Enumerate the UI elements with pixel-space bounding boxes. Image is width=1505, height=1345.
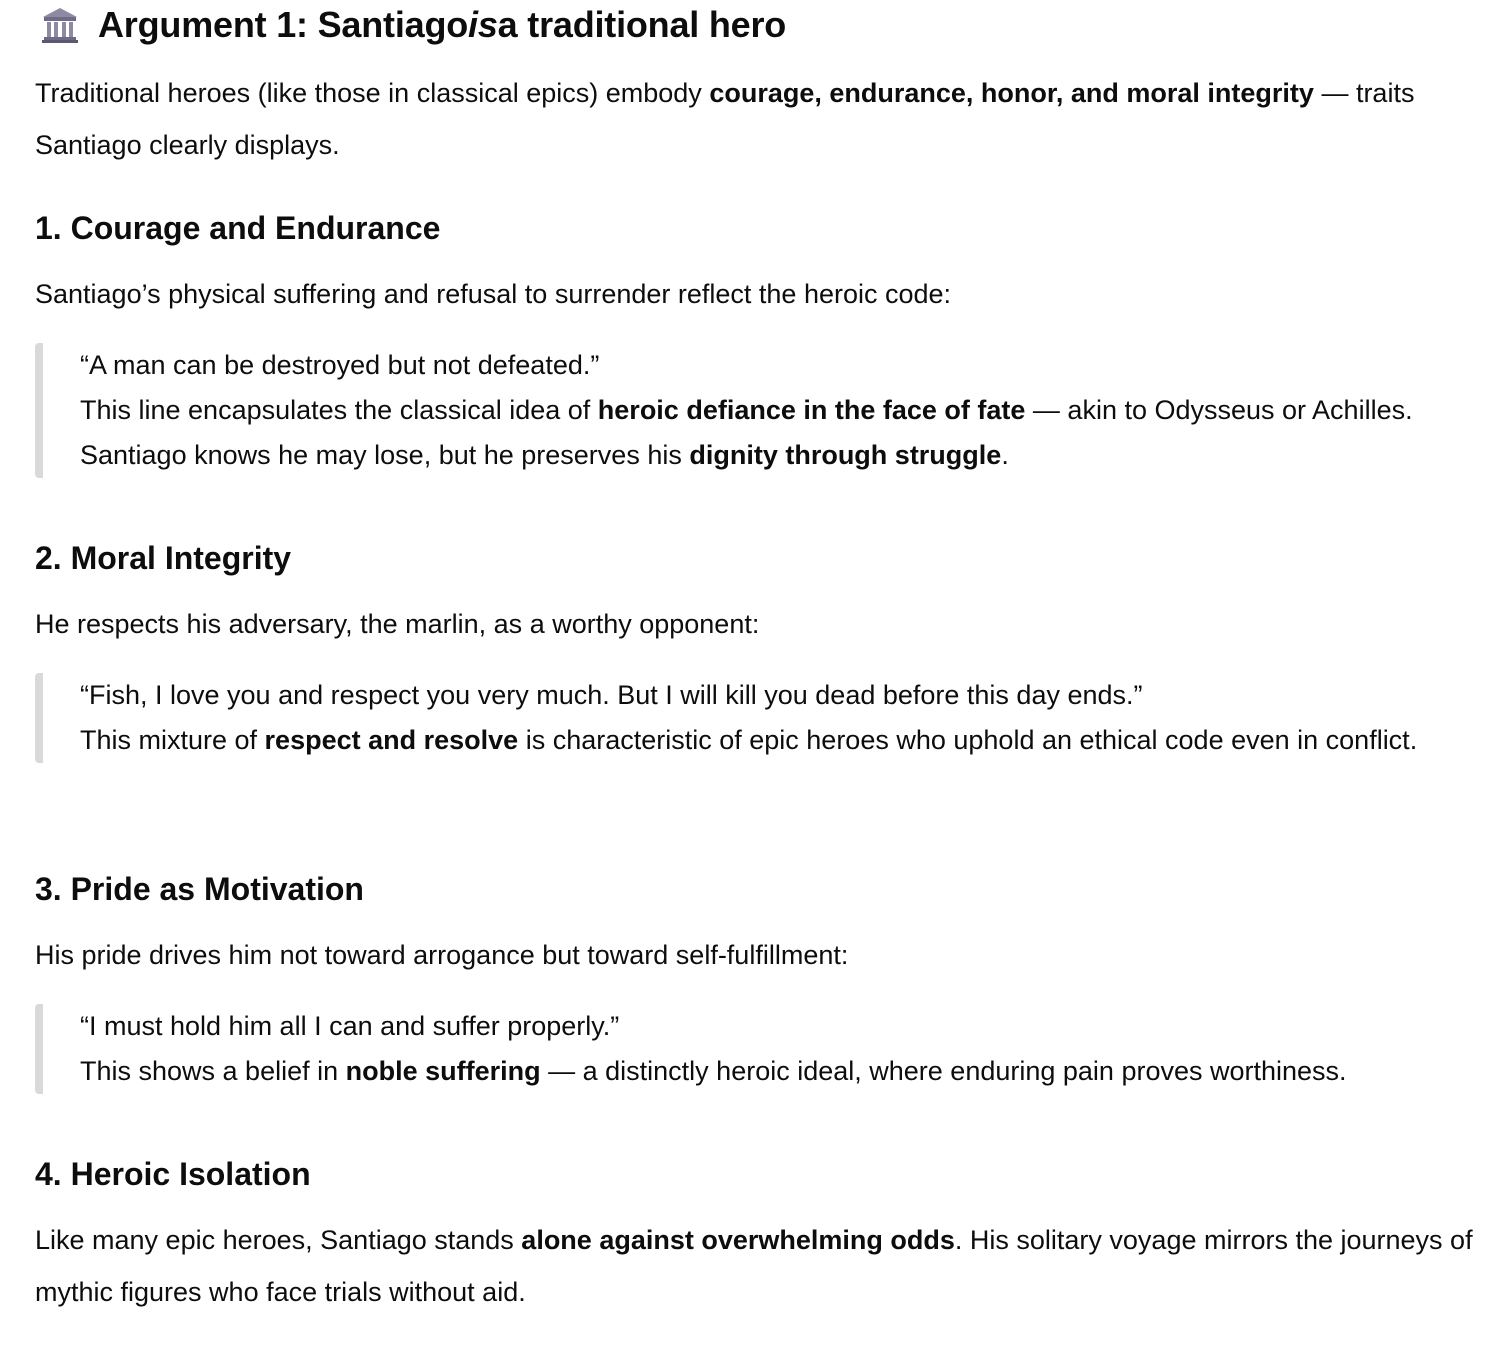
title-emphasis: is	[468, 4, 498, 45]
intro-bold: courage, endurance, honor, and moral integrity	[709, 78, 1314, 108]
intro-paragraph	[35, 67, 1475, 171]
classical-building-icon	[40, 5, 80, 45]
intro-text-end: — traits Santiago clearly displays.	[35, 78, 1415, 160]
quote-text: “A man can be destroyed but not defeated.”	[80, 350, 600, 380]
blockquote-2	[35, 673, 1505, 763]
quote-commentary: This mixture of respect and resolve is characteristic of epic heroes who uphold an ethical code even in conflict.	[80, 725, 1418, 755]
intro-text: Traditional heroes (like those in classical epics) embody	[35, 78, 710, 108]
title-prefix: Argument 1: Santiago	[98, 4, 469, 45]
blockquote-3	[35, 1004, 1505, 1094]
section-lead-2: He respects his adversary, the marlin, as a worthy opponent:	[35, 609, 760, 639]
quote-commentary: This line encapsulates the classical idea of heroic defiance in the face of fate — akin to Odysseus or Achilles. Santiago knows he may lose, but he preserves his dignity through struggle.	[80, 395, 1413, 470]
section-heading-3: 3. Pride as Motivation	[35, 871, 364, 907]
section-lead-1: Santiago’s physical suffering and refusal to surrender reflect the heroic code:	[35, 279, 952, 309]
quote-text: “I must hold him all I can and suffer properly.”	[80, 1011, 620, 1041]
section-heading-2: 2. Moral Integrity	[35, 540, 292, 576]
section-heading-1: 1. Courage and Endurance	[35, 210, 441, 246]
quote-commentary: This shows a belief in noble suffering — a distinctly heroic ideal, where enduring pain proves worthiness.	[80, 1056, 1347, 1086]
title-suffix: a traditional hero	[497, 4, 787, 45]
blockquote-1	[35, 343, 1505, 478]
section-body-4: Like many epic heroes, Santiago stands alone against overwhelming odds. His solitary voyage mirrors the journeys of mythic figures who face trials without aid.	[35, 1225, 1473, 1307]
page-title	[40, 2, 786, 48]
section-heading-4: 4. Heroic Isolation	[35, 1156, 311, 1192]
section-lead-3: His pride drives him not toward arrogance but toward self-fulfillment:	[35, 940, 849, 970]
quote-text: “Fish, I love you and respect you very much. But I will kill you dead before this day ends.”	[80, 680, 1143, 710]
